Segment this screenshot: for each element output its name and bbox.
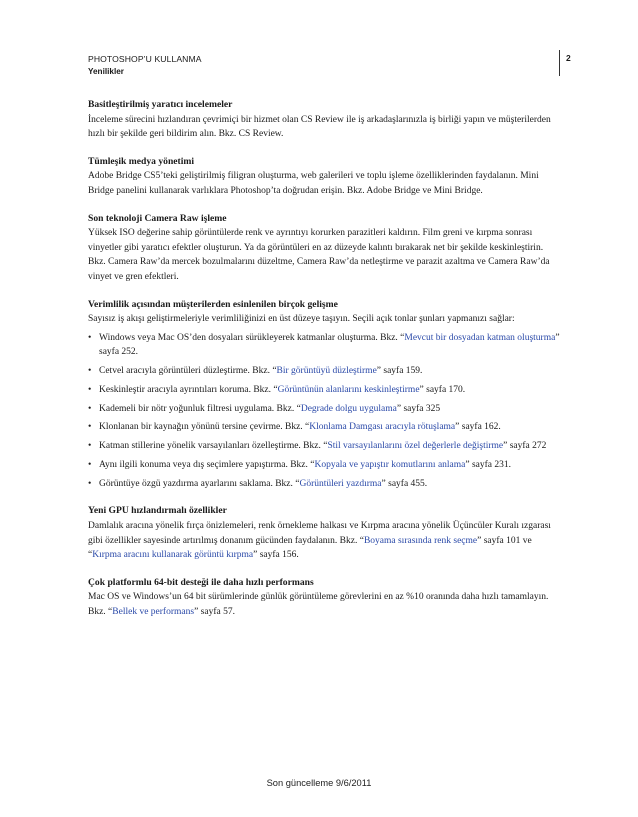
bullet: • (88, 366, 92, 377)
header-divider (559, 50, 560, 76)
item-page-ref: ” sayfa 325 (396, 403, 441, 414)
item-text: Windows veya Mac OS’den dosyaları sürükleyerek katmanlar oluşturma. Bkz. “ (99, 332, 405, 343)
section-body: İnceleme sürecini hızlandıran çevrimiçi bir hizmet olan CS Review ile iş arkadaşlarınızla iş birliği yapın ve müşterilerden hızlı bir şekilde geri bildirim alın. Bkz. CS Review. (88, 114, 551, 140)
item-page-ref: ” sayfa 231. (465, 460, 512, 470)
cross-reference-link[interactable]: Degrade dolgu uygulama (300, 403, 397, 414)
bullet: • (88, 332, 92, 343)
bullet: • (88, 403, 92, 414)
list-item (88, 331, 563, 360)
body-text: Damlalık aracına yönelik fırça önizlemeleri, renk örnekleme halkası ve Kırpma aracına yönelik Üçüncüler Kuralı ızgarası gibi özellikler sayesinde artırılmış donanım gücünden faydalanın. Bkz. “ (88, 520, 551, 546)
section-body: Adobe Bridge CS5’teki geliştirilmiş filigran oluşturma, web galerileri ve toplu işleme özelliklerinden faydalanın. Mini Bridge panelini kullanarak varlıklara Photoshop’ta doğrudan erişin. Bkz. Adobe Bridge ve Mini Bridge. (88, 171, 539, 196)
item-text: Aynı ilgili konuma veya dış seçimlere yapıştırma. Bkz. “ (99, 460, 315, 470)
list-item (88, 420, 563, 435)
cross-reference-link[interactable]: Klonlama Damgası aracıyla rötuşlama (309, 422, 456, 433)
page-footer: Son güncelleme 9/6/2011 (266, 778, 372, 788)
list-item (88, 383, 563, 398)
section-heading: Çok platformlu 64-bit desteği ile daha hızlı performans (88, 576, 314, 588)
cross-reference-link[interactable]: Kopyala ve yapıştır komutlarını anlama (314, 460, 466, 470)
item-page-ref: ” sayfa 455. (381, 478, 428, 489)
list-item (88, 439, 563, 454)
cross-reference-link[interactable]: Bir görüntüyü düzleştirme (276, 366, 377, 377)
header-title: PHOTOSHOP’U KULLANMA (88, 54, 202, 64)
section-camera-raw (88, 212, 563, 285)
body-text: ” sayfa 57. (194, 606, 235, 617)
section-heading: Basitleştirilmiş yaratıcı incelemeler (88, 99, 233, 110)
item-page-ref: ” sayfa 170. (419, 384, 466, 395)
cross-reference-link[interactable]: Görüntünün alanlarını keskinleştirme (277, 384, 420, 395)
section-media-management (88, 155, 563, 199)
bullet: • (88, 460, 92, 470)
cross-reference-link[interactable]: Görüntüleri yazdırma (299, 478, 382, 489)
cross-reference-link[interactable]: Kırpma aracını kullanarak görüntü kırpma (92, 550, 254, 561)
list-item (88, 364, 563, 379)
section-heading: Tümleşik medya yönetimi (88, 155, 195, 167)
bullet: • (88, 422, 92, 433)
body-text: Mac OS ve Windows’un 64 bit sürümlerinde günlük görüntüleme görevlerini en az %10 oranında daha hızlı tamamlayın. Bkz. “ (88, 592, 549, 617)
list-item (88, 402, 563, 417)
header-subtitle: Yenilikler (88, 67, 124, 76)
section-creative-reviews (88, 98, 563, 142)
cross-reference-link[interactable]: Mevcut bir dosyadan katman oluşturma (404, 332, 556, 343)
bullet: • (88, 441, 92, 452)
page-content (88, 98, 563, 633)
feature-list (88, 331, 563, 492)
page-number: 2 (566, 53, 571, 63)
item-text: Görüntüye özgü yazdırma ayarlarını saklama. Bkz. “ (99, 478, 300, 489)
section-productivity (88, 298, 563, 492)
body-text: ” sayfa 156. (253, 550, 299, 561)
item-text: Kademeli bir nötr yoğunluk filtresi uygulama. Bkz. “ (99, 403, 301, 414)
item-text: Keskinleştir aracıyla ayrıntıları koruma. Bkz. “ (99, 384, 278, 395)
item-page-ref: ” sayfa 252. (99, 332, 560, 358)
cross-reference-link[interactable]: Bellek ve performans (112, 606, 195, 617)
section-64bit (88, 576, 563, 620)
running-header (88, 53, 202, 78)
item-page-ref: ” sayfa 162. (455, 422, 501, 433)
item-page-ref: ” sayfa 272 (503, 441, 547, 452)
list-item (88, 458, 563, 473)
bullet: • (88, 478, 92, 489)
list-item (88, 477, 563, 492)
section-body (88, 519, 563, 563)
item-text: Klonlanan bir kaynağın yönünü tersine çevirme. Bkz. “ (99, 422, 310, 433)
section-body (88, 590, 563, 619)
cross-reference-link[interactable]: Stil varsayılanlarını özel değerlerle değiştirme (327, 441, 504, 452)
section-heading: Son teknoloji Camera Raw işleme (88, 212, 227, 224)
item-text: Cetvel aracıyla görüntüleri düzleştirme. Bkz. “ (99, 366, 277, 377)
section-body: Yüksek ISO değerine sahip görüntülerde renk ve ayrıntıyı korurken parazitleri kaldırın. Film greni ve kırpma sonrası vinyetler gibi yaratıcı efektler oluşturun. Ya da görüntüleri en az düzeyde kalıntı bırakarak net bir şekilde keskinleştirin. Bkz. Camera Raw’da mercek bozulmalarını düzeltme, Camera Raw’da netleştirme ve parazit azaltma ve Camera Raw’da vinyet ve gren efektleri. (88, 228, 550, 282)
item-page-ref: ” sayfa 159. (376, 366, 423, 377)
cross-reference-link[interactable]: Boyama sırasında renk seçme (363, 535, 478, 546)
bullet: • (88, 384, 92, 395)
body-text: ” sayfa 101 ve “ (88, 535, 532, 561)
section-gpu (88, 504, 563, 562)
item-text: Katman stillerine yönelik varsayılanları özelleştirme. Bkz. “ (99, 441, 328, 452)
section-intro: Sayısız iş akışı geliştirmeleriyle verimliliğinizi en üst düzeye taşıyın. Seçili açık tonlar şunları yapmanızı sağlar: (88, 314, 515, 325)
section-heading: Verimlilik açısından müşterilerden esinlenilen birçok gelişme (88, 298, 338, 310)
section-heading: Yeni GPU hızlandırmalı özellikler (88, 505, 227, 517)
